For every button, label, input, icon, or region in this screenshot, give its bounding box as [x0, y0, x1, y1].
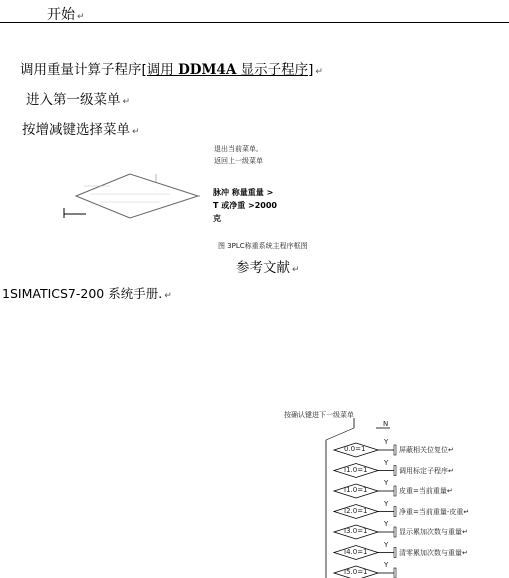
- flow-condition: I2.0=1: [344, 506, 368, 515]
- action-box-edge: [394, 466, 396, 476]
- flow-yes-label: Y: [384, 458, 389, 467]
- action-box-edge: [394, 445, 396, 455]
- flow-action: 屏蔽相关位复位↵: [399, 446, 454, 454]
- action-box-edge: [394, 527, 396, 537]
- flow-condition: I1.0=1: [344, 486, 368, 494]
- flow-condition: I3.0=1: [344, 527, 368, 535]
- action-box-edge: [394, 486, 396, 496]
- flow-yes-label: Y: [384, 520, 389, 528]
- paragraph-select-menu: 按增减键选择菜单 ↵: [22, 122, 140, 138]
- reference-item-1: 1SIMATICS7-200 系统手册. ↵: [2, 286, 172, 301]
- figure2-top-label: 按确认键进下一级菜单: [284, 411, 354, 419]
- references-title: 参考文献 ↵: [236, 260, 300, 276]
- figure1-condition: 脉冲 称量重量 > T 或净重 >2000 克: [213, 188, 277, 223]
- paragraph-call-subroutine: 调用重量计算子程序[调用 DDM4A 显示子程序] ↵: [20, 62, 323, 78]
- decision-diamond: [76, 174, 198, 218]
- flow-action: 调用标定子程序↵: [399, 466, 454, 475]
- flow-yes-label: Y: [384, 561, 389, 569]
- action-box-edge: [394, 548, 396, 558]
- heading-start: 开始 ↵: [47, 7, 85, 23]
- flow-yes-label: Y: [384, 438, 389, 446]
- paragraph-enter-menu: 进入第一级菜单 ↵: [26, 92, 131, 108]
- action-box-edge: [394, 507, 396, 517]
- figure1-diamond: [60, 172, 200, 232]
- flow-condition: I1.0=1: [344, 465, 368, 474]
- flow-action: 显示累加次数与重量↵: [399, 528, 468, 536]
- flow-action: 皮重=当前重量↵: [399, 487, 453, 495]
- flow-condition: 0.0=1: [344, 445, 366, 453]
- figure1-caption: 图 3PLC称重系统主程序框图: [218, 242, 308, 250]
- flow-action: 净重=当前重量-皮重↵: [399, 507, 470, 516]
- flow-yes-label: Y: [384, 540, 389, 549]
- flow-action: 清零累加次数与重量↵: [399, 548, 468, 557]
- flow-condition: I5.0=1: [344, 568, 368, 576]
- flow-condition: I4.0=1: [344, 547, 368, 556]
- flow-yes-label: Y: [384, 479, 389, 487]
- flow-yes-label: Y: [384, 499, 389, 508]
- figure1-note: 退出当前菜单, 返回上一级菜单: [214, 145, 263, 165]
- figure2-n-label: N: [383, 420, 389, 428]
